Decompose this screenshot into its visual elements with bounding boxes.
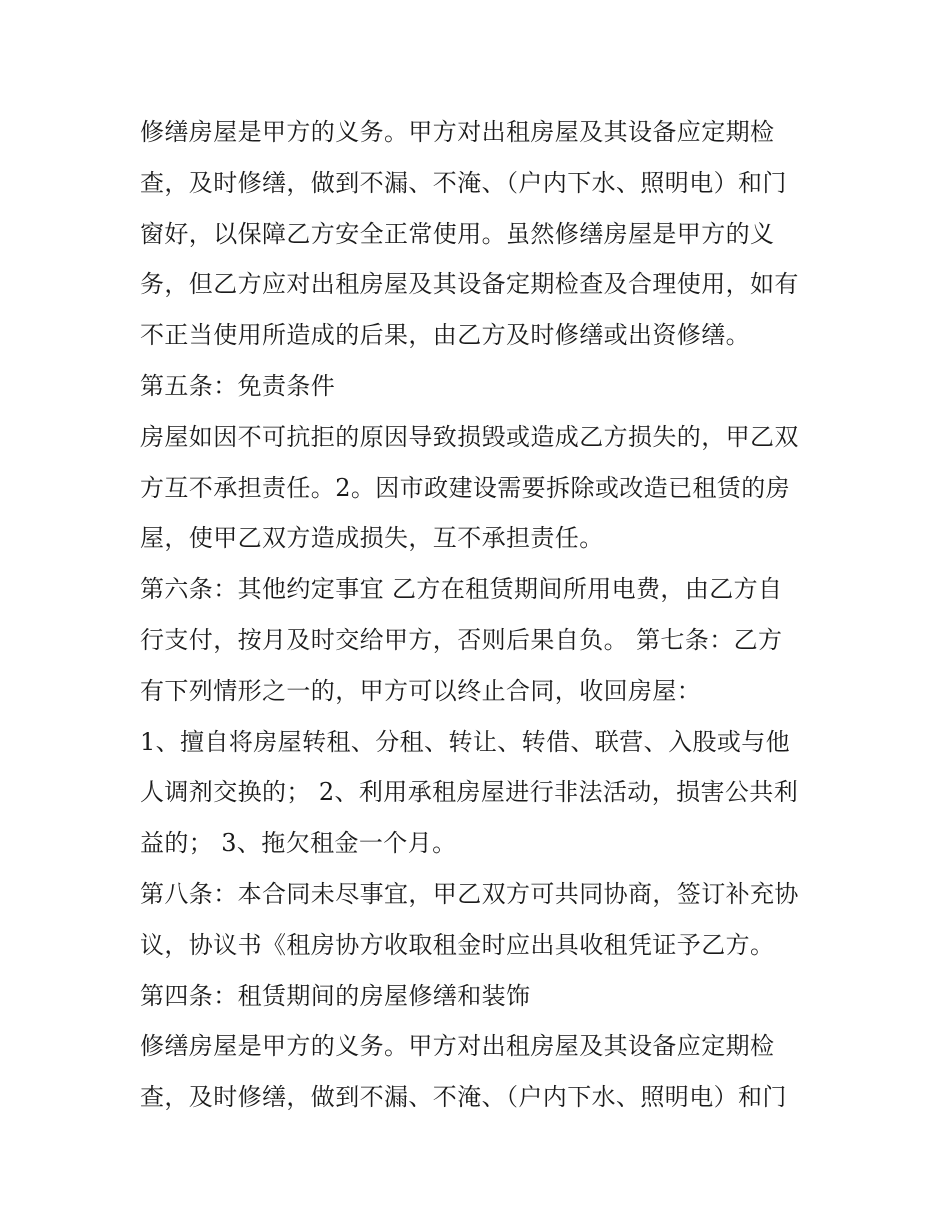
text-line-19: 修缮房屋是甲方的义务。甲方对出租房屋及其设备应定期检 <box>140 1032 775 1061</box>
text-line-2: 查，及时修缮，做到不漏、不淹、（户内下水、照明电）和门 <box>140 168 787 197</box>
text-line-7: 房屋如因不可抗拒的原因导致损毁或造成乙方损失的，甲乙双 <box>140 422 799 451</box>
text-line-article-8: 第八条：本合同未尽事宜，甲乙双方可共同协商，签订补充协 <box>140 879 799 908</box>
text-line-4: 务，但乙方应对出租房屋及其设备定期检查及合理使用，如有 <box>140 270 799 299</box>
text-line-9: 屋，使甲乙双方造成损失，互不承担责任。 <box>140 524 604 553</box>
text-line-13: 1、擅自将房屋转租、分租、转让、转借、联营、入股或与他 <box>140 727 791 756</box>
section-heading-article-5: 第五条：免责条件 <box>140 371 336 400</box>
text-line-3: 窗好，以保障乙方安全正常使用。虽然修缮房屋是甲方的义 <box>140 219 775 248</box>
text-line-12: 有下列情形之一的，甲方可以终止合同，收回房屋： <box>140 676 702 705</box>
text-line-17: 议，协议书《租房协方收取租金时应出具收租凭证予乙方。 <box>140 930 775 959</box>
text-line-15: 益的； 3、拖欠租金一个月。 <box>140 829 457 858</box>
text-line-8: 方互不承担责任。2。因市政建设需要拆除或改造已租赁的房 <box>140 473 791 502</box>
text-line-14: 人调剂交换的； 2、利用承租房屋进行非法活动，损害公共利 <box>140 778 799 807</box>
section-heading-article-4: 第四条：租赁期间的房屋修缮和装饰 <box>140 981 531 1010</box>
text-line-article-6: 第六条：其他约定事宜 乙方在租赁期间所用电费，由乙方自 <box>140 575 783 604</box>
text-line-5: 不正当使用所造成的后果，由乙方及时修缮或出资修缮。 <box>140 321 750 350</box>
text-line-1: 修缮房屋是甲方的义务。甲方对出租房屋及其设备应定期检 <box>140 118 775 146</box>
document-body <box>140 107 820 1123</box>
text-line-11: 行支付，按月及时交给甲方，否则后果自负。 第七条：乙方 <box>140 625 783 654</box>
text-line-20: 查，及时修缮，做到不漏、不淹、（户内下水、照明电）和门 <box>140 1083 787 1112</box>
